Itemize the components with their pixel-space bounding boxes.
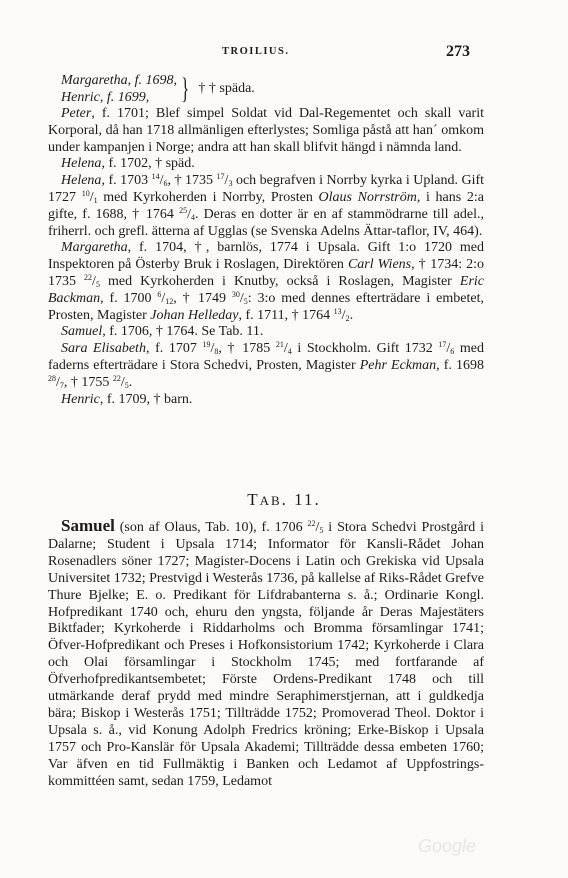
entry-henric: Henric, f. 1709, † barn. [61,391,193,407]
page-number: 273 [446,43,470,60]
brace-group [48,72,484,106]
faint-watermark: Google [418,836,477,856]
entry-margaretha-2: Margaretha, f. 1704, †, barnlös, 1774 i Upsala. Gift 1:o 1720 med Inspektoren på Österby Bruk i Roslagen, Direktören Carl Wiens, † 1734: 2:o 1735 $^{22}/_5$ med Kyrkoherden i Knutby, också i Roslagen, Magister Eric Backman, f. 1700 $^6/_{12}$, † 1749 $^{30}/_5$: 3:o med dennes efterträdare i embetet, Prosten, Magister Johan Helleday, f. 1711, † 1764 $^{13}/_2$. [48,240,485,323]
tab-11-name: Samuel [61,516,115,535]
tab-heading: TAB. 11. [247,490,321,509]
brace-name-2: Henric, f. 1699, [61,90,150,105]
entry-helena-1: Helena, f. 1702, † späd. [61,156,195,172]
entry-sara: Sara Elisabeth, f. 1707 $^{19}/_8$, † 1785 $^{21}/_4$ i Stockholm. Gift 1732 $^{17}/_6$ med faderns efterträdare i Stora Schedvi, Prosten, Magister Pehr Eckman, f. 1698 $^{28}/_7$, † 1755 $^{22}/_5$. [48,340,484,390]
entry-samuel: Samuel, f. 1706, † 1764. Se Tab. 11. [61,324,264,340]
brace-note: † † späda. [198,80,255,96]
running-head: TROILIUS. [222,46,290,57]
page-header [0,43,568,67]
entry-helena-2: Helena, f. 1703 $^{14}/_6$, † 1735 $^{17}/_3$ och begrafven i Norrby kyrka i Upland. Gift 1727 $^{10}/_1$ med Kyrkoherden i Norrby, Prosten Olaus Norrström, i hans 2:a gifte, f. 1688, † 1764 $^{25}/_4$. Deras en dotter är en af stammödrarne till adel., friherrl. och grefl. ätterna af Ugglas (se Svenska Adelns Ättar-taflor, IV, 464). [48,172,485,239]
upper-entries [48,72,484,408]
tab-11-section [48,518,484,791]
brace-name-1: Margaretha, f. 1698, [61,73,178,88]
entry-peter: Peter, f. 1701; Blef simpel Soldat vid Dal-Regementet och skall varit Korporal, då han 1718 allmänligen efterlystes; Somliga påstå att han´ omkom under kampanjen i Norge; andra att han skall blifvit hängd i nämnda land. [48,106,484,155]
curly-brace-icon: } [181,72,190,105]
tab-11-paragraph: Samuel (son af Olaus, Tab. 10), f. 1706 $^{22}/_5$ i Stora Schedvi Prostgård i Dalarne; Student i Upsala 1714; Informator för Kansli-Rådet Johan Rosenadlers söner 1727; Magister-Docens i Latin och Grekiska vid Upsala Universitet 1732; Prestvigd i Westerås 1736, på kallelse af Riks-Rådet Grefve Thure Bjelke; E. o. Predikant för Lifdrabanterna s. å.; Ordinarie Kongl. Hofpredikant 1740 och, ehuru den yngsta, följande år Deras Majestäters Biktfader; Kyrkoherde i Riddarholms och Bromma församlingar 1741; Öfver-Hofpredikant och Preses i Hofkonsistorium 1742; Kyrkoherde i Clara och Olai församlingar i Stockholm 1745; med fortfarande af Öfverhofpredikantsembetet; Förste Ordens-Predikant 1748 och till utmärkande deraf prydd med mindre Seraphimerstjernan, att i guldkedja bära; Biskop i Westerås 1751; Tillträdde 1752; Promoverad Theol. Doktor i Upsala s. å., vid Konung Adolph Fredrics kröning; Erke-Biskop i Upsala 1757 och Pro-Kanslär för Upsala Akademi; Tillträdde dessa embeten 1760; Var äfven en tid Fullmäktig i Banken och Ledamot af Uppfostrings-kommittéen samt, sedan 1759, Ledamot [48,516,485,789]
